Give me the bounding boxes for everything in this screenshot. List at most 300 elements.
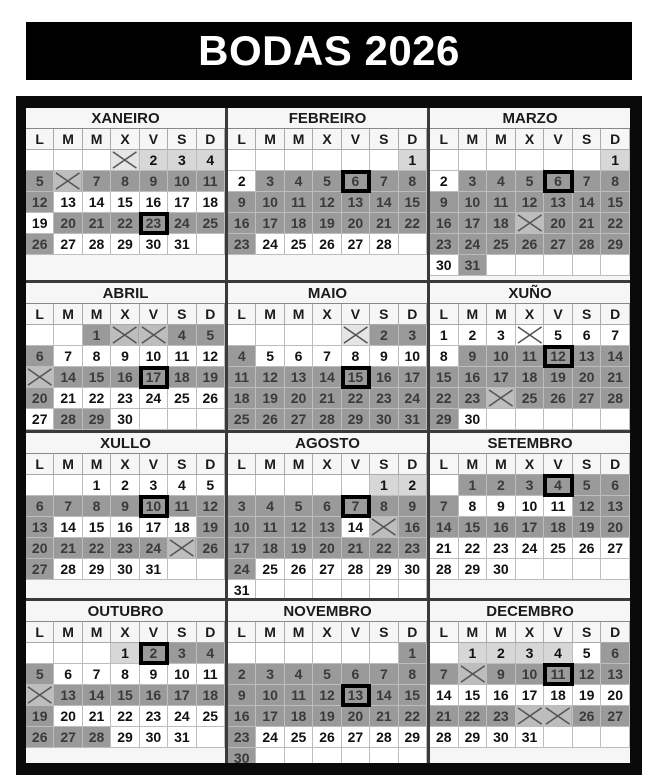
day-cell[interactable]: 23 <box>459 388 488 409</box>
day-cell[interactable]: 2 <box>111 475 139 496</box>
day-cell-highlighted[interactable]: 11 <box>544 664 573 685</box>
day-cell[interactable]: 22 <box>459 706 488 727</box>
day-cell[interactable]: 13 <box>342 192 370 213</box>
day-cell[interactable]: 6 <box>26 346 54 367</box>
day-cell[interactable]: 21 <box>370 213 398 234</box>
day-cell-holiday[interactable] <box>140 325 168 346</box>
day-cell[interactable]: 3 <box>516 475 545 496</box>
day-cell[interactable]: 15 <box>111 192 139 213</box>
day-cell[interactable]: 11 <box>197 171 225 192</box>
day-cell[interactable]: 6 <box>54 664 82 685</box>
day-cell[interactable]: 5 <box>256 346 284 367</box>
day-cell[interactable]: 3 <box>399 325 427 346</box>
day-cell[interactable]: 18 <box>544 517 573 538</box>
day-cell[interactable]: 27 <box>54 727 82 748</box>
day-cell[interactable]: 13 <box>54 192 82 213</box>
day-cell[interactable]: 3 <box>168 150 196 171</box>
day-cell[interactable]: 8 <box>370 496 398 517</box>
day-cell[interactable]: 8 <box>83 496 111 517</box>
day-cell[interactable]: 27 <box>54 234 82 255</box>
day-cell[interactable]: 25 <box>544 538 573 559</box>
day-cell[interactable]: 30 <box>487 727 516 748</box>
day-cell[interactable]: 23 <box>111 538 139 559</box>
day-cell[interactable]: 11 <box>285 192 313 213</box>
day-cell[interactable]: 14 <box>313 367 341 388</box>
day-cell[interactable]: 9 <box>430 192 459 213</box>
day-cell[interactable]: 28 <box>430 727 459 748</box>
day-cell[interactable]: 15 <box>430 367 459 388</box>
day-cell[interactable]: 22 <box>430 388 459 409</box>
day-cell[interactable]: 21 <box>342 538 370 559</box>
day-cell[interactable]: 1 <box>370 475 398 496</box>
day-cell[interactable]: 29 <box>459 559 488 580</box>
day-cell-holiday[interactable] <box>544 706 573 727</box>
day-cell[interactable]: 10 <box>140 346 168 367</box>
day-cell[interactable]: 5 <box>197 475 225 496</box>
day-cell[interactable]: 9 <box>487 664 516 685</box>
day-cell[interactable]: 30 <box>140 727 168 748</box>
day-cell-holiday[interactable] <box>370 517 398 538</box>
day-cell[interactable]: 26 <box>26 234 54 255</box>
day-cell[interactable]: 18 <box>256 538 284 559</box>
day-cell[interactable]: 26 <box>313 234 341 255</box>
day-cell[interactable]: 16 <box>459 367 488 388</box>
day-cell-highlighted[interactable]: 4 <box>544 475 573 496</box>
day-cell[interactable]: 3 <box>228 496 256 517</box>
day-cell[interactable]: 4 <box>256 496 284 517</box>
day-cell[interactable]: 10 <box>487 346 516 367</box>
day-cell[interactable]: 24 <box>256 234 284 255</box>
day-cell[interactable]: 2 <box>399 475 427 496</box>
day-cell[interactable]: 16 <box>370 367 398 388</box>
day-cell[interactable]: 4 <box>168 325 196 346</box>
day-cell[interactable]: 1 <box>601 150 630 171</box>
day-cell[interactable]: 10 <box>516 496 545 517</box>
day-cell[interactable]: 27 <box>342 727 370 748</box>
day-cell[interactable]: 26 <box>197 538 225 559</box>
day-cell[interactable]: 5 <box>26 664 54 685</box>
day-cell[interactable]: 22 <box>601 213 630 234</box>
day-cell[interactable]: 1 <box>399 643 427 664</box>
day-cell[interactable]: 5 <box>573 475 602 496</box>
day-cell-highlighted[interactable]: 23 <box>140 213 168 234</box>
day-cell[interactable]: 3 <box>487 325 516 346</box>
day-cell[interactable]: 24 <box>256 727 284 748</box>
day-cell[interactable]: 26 <box>573 538 602 559</box>
day-cell[interactable]: 19 <box>285 538 313 559</box>
day-cell[interactable]: 10 <box>459 192 488 213</box>
day-cell[interactable]: 22 <box>370 538 398 559</box>
day-cell[interactable]: 17 <box>516 685 545 706</box>
day-cell[interactable]: 19 <box>573 517 602 538</box>
day-cell[interactable]: 20 <box>26 538 54 559</box>
day-cell[interactable]: 16 <box>399 517 427 538</box>
day-cell[interactable]: 2 <box>140 150 168 171</box>
day-cell[interactable]: 31 <box>168 727 196 748</box>
day-cell[interactable]: 19 <box>313 706 341 727</box>
day-cell[interactable]: 19 <box>26 706 54 727</box>
day-cell[interactable]: 12 <box>573 496 602 517</box>
day-cell[interactable]: 21 <box>430 706 459 727</box>
day-cell[interactable]: 24 <box>140 388 168 409</box>
day-cell-holiday[interactable] <box>54 171 82 192</box>
day-cell[interactable]: 28 <box>601 388 630 409</box>
day-cell[interactable]: 28 <box>83 234 111 255</box>
day-cell[interactable]: 31 <box>140 559 168 580</box>
day-cell[interactable]: 24 <box>228 559 256 580</box>
day-cell[interactable]: 13 <box>573 346 602 367</box>
day-cell-highlighted[interactable]: 12 <box>544 346 573 367</box>
day-cell[interactable]: 9 <box>228 685 256 706</box>
day-cell[interactable]: 16 <box>430 213 459 234</box>
day-cell[interactable]: 21 <box>54 538 82 559</box>
day-cell[interactable]: 28 <box>370 234 398 255</box>
day-cell[interactable]: 27 <box>544 234 573 255</box>
day-cell[interactable]: 17 <box>487 367 516 388</box>
day-cell[interactable]: 17 <box>256 706 284 727</box>
day-cell[interactable]: 27 <box>601 706 630 727</box>
day-cell[interactable]: 29 <box>83 559 111 580</box>
day-cell[interactable]: 11 <box>516 346 545 367</box>
day-cell[interactable]: 30 <box>399 559 427 580</box>
day-cell[interactable]: 29 <box>111 234 139 255</box>
day-cell[interactable]: 8 <box>111 171 139 192</box>
day-cell[interactable]: 29 <box>342 409 370 430</box>
day-cell[interactable]: 30 <box>459 409 488 430</box>
day-cell[interactable]: 15 <box>83 367 111 388</box>
day-cell[interactable]: 24 <box>459 234 488 255</box>
day-cell[interactable]: 6 <box>573 325 602 346</box>
day-cell-holiday[interactable] <box>516 325 545 346</box>
day-cell[interactable]: 14 <box>430 517 459 538</box>
day-cell[interactable]: 12 <box>313 685 341 706</box>
day-cell[interactable]: 15 <box>399 685 427 706</box>
day-cell[interactable]: 8 <box>111 664 139 685</box>
day-cell[interactable]: 7 <box>601 325 630 346</box>
day-cell[interactable]: 5 <box>573 643 602 664</box>
day-cell[interactable]: 10 <box>168 664 196 685</box>
day-cell[interactable]: 2 <box>487 643 516 664</box>
day-cell[interactable]: 31 <box>228 580 256 598</box>
day-cell[interactable]: 17 <box>140 517 168 538</box>
day-cell[interactable]: 1 <box>430 325 459 346</box>
day-cell[interactable]: 27 <box>313 559 341 580</box>
day-cell[interactable]: 16 <box>111 517 139 538</box>
day-cell[interactable]: 25 <box>256 559 284 580</box>
day-cell[interactable]: 10 <box>516 664 545 685</box>
day-cell[interactable]: 17 <box>228 538 256 559</box>
day-cell[interactable]: 20 <box>342 706 370 727</box>
day-cell[interactable]: 5 <box>285 496 313 517</box>
day-cell[interactable]: 12 <box>256 367 284 388</box>
day-cell[interactable]: 26 <box>285 559 313 580</box>
day-cell[interactable]: 22 <box>83 538 111 559</box>
day-cell[interactable]: 23 <box>370 388 398 409</box>
day-cell[interactable]: 23 <box>487 706 516 727</box>
day-cell[interactable]: 17 <box>168 192 196 213</box>
day-cell[interactable]: 20 <box>601 685 630 706</box>
day-cell[interactable]: 15 <box>111 685 139 706</box>
day-cell[interactable]: 17 <box>256 213 284 234</box>
day-cell[interactable]: 18 <box>544 685 573 706</box>
day-cell[interactable]: 7 <box>430 664 459 685</box>
day-cell[interactable]: 11 <box>544 496 573 517</box>
day-cell[interactable]: 12 <box>285 517 313 538</box>
day-cell[interactable]: 11 <box>487 192 516 213</box>
day-cell[interactable]: 9 <box>140 171 168 192</box>
day-cell[interactable]: 22 <box>399 706 427 727</box>
day-cell[interactable]: 22 <box>342 388 370 409</box>
day-cell[interactable]: 31 <box>168 234 196 255</box>
day-cell[interactable]: 27 <box>342 234 370 255</box>
day-cell[interactable]: 29 <box>399 727 427 748</box>
day-cell[interactable]: 17 <box>516 517 545 538</box>
day-cell[interactable]: 1 <box>459 475 488 496</box>
day-cell[interactable]: 28 <box>54 409 82 430</box>
day-cell-holiday[interactable] <box>168 538 196 559</box>
day-cell[interactable]: 5 <box>516 171 545 192</box>
day-cell[interactable]: 19 <box>544 367 573 388</box>
day-cell[interactable]: 7 <box>370 171 398 192</box>
day-cell[interactable]: 22 <box>83 388 111 409</box>
day-cell[interactable]: 8 <box>399 664 427 685</box>
day-cell[interactable]: 16 <box>111 367 139 388</box>
day-cell[interactable]: 15 <box>399 192 427 213</box>
day-cell[interactable]: 24 <box>168 213 196 234</box>
day-cell[interactable]: 18 <box>285 706 313 727</box>
day-cell[interactable]: 14 <box>430 685 459 706</box>
day-cell[interactable]: 4 <box>197 643 225 664</box>
day-cell-highlighted[interactable]: 17 <box>140 367 168 388</box>
day-cell[interactable]: 18 <box>197 192 225 213</box>
day-cell-holiday[interactable] <box>111 150 139 171</box>
day-cell[interactable]: 8 <box>83 346 111 367</box>
day-cell[interactable]: 27 <box>285 409 313 430</box>
day-cell[interactable]: 9 <box>487 496 516 517</box>
day-cell-holiday[interactable] <box>111 325 139 346</box>
day-cell[interactable]: 16 <box>140 685 168 706</box>
day-cell[interactable]: 26 <box>313 727 341 748</box>
day-cell[interactable]: 9 <box>111 496 139 517</box>
day-cell[interactable]: 25 <box>168 388 196 409</box>
day-cell-holiday[interactable] <box>26 367 54 388</box>
day-cell[interactable]: 25 <box>516 388 545 409</box>
day-cell[interactable]: 3 <box>459 171 488 192</box>
day-cell[interactable]: 11 <box>285 685 313 706</box>
day-cell[interactable]: 4 <box>544 643 573 664</box>
day-cell[interactable]: 23 <box>111 388 139 409</box>
day-cell-highlighted[interactable]: 6 <box>342 171 370 192</box>
day-cell[interactable]: 7 <box>54 346 82 367</box>
day-cell[interactable]: 20 <box>573 367 602 388</box>
day-cell[interactable]: 3 <box>256 171 284 192</box>
day-cell[interactable]: 5 <box>197 325 225 346</box>
day-cell[interactable]: 15 <box>601 192 630 213</box>
day-cell[interactable]: 23 <box>430 234 459 255</box>
day-cell[interactable]: 22 <box>111 706 139 727</box>
day-cell[interactable]: 19 <box>197 517 225 538</box>
day-cell[interactable]: 26 <box>256 409 284 430</box>
day-cell[interactable]: 29 <box>370 559 398 580</box>
day-cell[interactable]: 24 <box>516 538 545 559</box>
day-cell[interactable]: 6 <box>342 664 370 685</box>
day-cell[interactable]: 28 <box>430 559 459 580</box>
day-cell[interactable]: 3 <box>256 664 284 685</box>
day-cell[interactable]: 20 <box>544 213 573 234</box>
day-cell[interactable]: 9 <box>228 192 256 213</box>
day-cell[interactable]: 15 <box>459 517 488 538</box>
day-cell-holiday[interactable] <box>487 388 516 409</box>
day-cell[interactable]: 25 <box>285 234 313 255</box>
day-cell[interactable]: 18 <box>197 685 225 706</box>
day-cell-highlighted[interactable]: 15 <box>342 367 370 388</box>
day-cell[interactable]: 29 <box>459 727 488 748</box>
day-cell[interactable]: 9 <box>370 346 398 367</box>
day-cell[interactable]: 11 <box>228 367 256 388</box>
day-cell[interactable]: 23 <box>140 706 168 727</box>
day-cell[interactable]: 8 <box>342 346 370 367</box>
day-cell[interactable]: 27 <box>26 409 54 430</box>
day-cell[interactable]: 3 <box>140 475 168 496</box>
day-cell[interactable]: 7 <box>83 664 111 685</box>
day-cell-holiday[interactable] <box>459 664 488 685</box>
day-cell[interactable]: 24 <box>168 706 196 727</box>
day-cell[interactable]: 22 <box>459 538 488 559</box>
day-cell[interactable]: 5 <box>313 664 341 685</box>
day-cell[interactable]: 23 <box>399 538 427 559</box>
day-cell[interactable]: 25 <box>228 409 256 430</box>
day-cell[interactable]: 8 <box>399 171 427 192</box>
day-cell[interactable]: 7 <box>430 496 459 517</box>
day-cell[interactable]: 30 <box>487 559 516 580</box>
day-cell[interactable]: 17 <box>168 685 196 706</box>
day-cell[interactable]: 24 <box>140 538 168 559</box>
day-cell[interactable]: 1 <box>459 643 488 664</box>
day-cell[interactable]: 10 <box>256 685 284 706</box>
day-cell[interactable]: 2 <box>430 171 459 192</box>
day-cell[interactable]: 14 <box>54 367 82 388</box>
day-cell[interactable]: 4 <box>168 475 196 496</box>
day-cell[interactable]: 12 <box>573 664 602 685</box>
day-cell[interactable]: 30 <box>140 234 168 255</box>
day-cell[interactable]: 26 <box>26 727 54 748</box>
day-cell[interactable]: 13 <box>285 367 313 388</box>
day-cell-highlighted[interactable]: 6 <box>544 171 573 192</box>
day-cell[interactable]: 28 <box>83 727 111 748</box>
day-cell[interactable]: 2 <box>459 325 488 346</box>
day-cell[interactable]: 24 <box>399 388 427 409</box>
day-cell-highlighted[interactable]: 7 <box>342 496 370 517</box>
day-cell[interactable]: 7 <box>313 346 341 367</box>
day-cell[interactable]: 7 <box>54 496 82 517</box>
day-cell[interactable]: 28 <box>342 559 370 580</box>
day-cell[interactable]: 2 <box>228 171 256 192</box>
day-cell[interactable]: 15 <box>459 685 488 706</box>
day-cell[interactable]: 28 <box>313 409 341 430</box>
day-cell[interactable]: 15 <box>83 517 111 538</box>
day-cell[interactable]: 28 <box>370 727 398 748</box>
day-cell[interactable]: 10 <box>256 192 284 213</box>
day-cell-holiday[interactable] <box>342 325 370 346</box>
day-cell[interactable]: 9 <box>399 496 427 517</box>
day-cell[interactable]: 26 <box>516 234 545 255</box>
day-cell[interactable]: 16 <box>140 192 168 213</box>
day-cell[interactable]: 16 <box>487 685 516 706</box>
day-cell[interactable]: 11 <box>256 517 284 538</box>
day-cell[interactable]: 12 <box>516 192 545 213</box>
day-cell[interactable]: 8 <box>430 346 459 367</box>
day-cell[interactable]: 10 <box>228 517 256 538</box>
day-cell[interactable]: 19 <box>573 685 602 706</box>
day-cell[interactable]: 2 <box>487 475 516 496</box>
day-cell[interactable]: 1 <box>83 325 111 346</box>
day-cell[interactable]: 18 <box>516 367 545 388</box>
day-cell[interactable]: 14 <box>54 517 82 538</box>
day-cell[interactable]: 18 <box>228 388 256 409</box>
day-cell-highlighted[interactable]: 10 <box>140 496 168 517</box>
day-cell[interactable]: 4 <box>228 346 256 367</box>
day-cell[interactable]: 10 <box>168 171 196 192</box>
day-cell[interactable]: 18 <box>168 367 196 388</box>
day-cell[interactable]: 3 <box>516 643 545 664</box>
day-cell[interactable]: 4 <box>285 171 313 192</box>
day-cell[interactable]: 7 <box>370 664 398 685</box>
day-cell[interactable]: 9 <box>459 346 488 367</box>
day-cell-highlighted[interactable]: 13 <box>342 685 370 706</box>
day-cell[interactable]: 30 <box>228 748 256 763</box>
day-cell[interactable]: 17 <box>459 213 488 234</box>
day-cell[interactable]: 12 <box>197 346 225 367</box>
day-cell[interactable]: 6 <box>285 346 313 367</box>
day-cell[interactable]: 16 <box>487 517 516 538</box>
day-cell[interactable]: 26 <box>197 388 225 409</box>
day-cell[interactable]: 29 <box>430 409 459 430</box>
day-cell[interactable]: 11 <box>168 496 196 517</box>
day-cell[interactable]: 7 <box>83 171 111 192</box>
day-cell[interactable]: 27 <box>26 559 54 580</box>
day-cell-holiday[interactable] <box>516 706 545 727</box>
day-cell[interactable]: 5 <box>544 325 573 346</box>
day-cell[interactable]: 13 <box>601 664 630 685</box>
day-cell[interactable]: 13 <box>313 517 341 538</box>
day-cell[interactable]: 11 <box>197 664 225 685</box>
day-cell[interactable]: 30 <box>430 255 459 276</box>
day-cell[interactable]: 9 <box>140 664 168 685</box>
day-cell[interactable]: 9 <box>111 346 139 367</box>
day-cell[interactable]: 20 <box>54 706 82 727</box>
day-cell[interactable]: 6 <box>26 496 54 517</box>
day-cell[interactable]: 29 <box>601 234 630 255</box>
day-cell[interactable]: 22 <box>399 213 427 234</box>
day-cell[interactable]: 25 <box>285 727 313 748</box>
day-cell[interactable]: 2 <box>370 325 398 346</box>
day-cell[interactable]: 19 <box>256 388 284 409</box>
day-cell[interactable]: 22 <box>111 213 139 234</box>
day-cell-highlighted[interactable]: 2 <box>140 643 168 664</box>
day-cell[interactable]: 21 <box>601 367 630 388</box>
day-cell[interactable]: 20 <box>601 517 630 538</box>
day-cell[interactable]: 6 <box>313 496 341 517</box>
day-cell[interactable]: 20 <box>285 388 313 409</box>
day-cell[interactable]: 1 <box>399 150 427 171</box>
day-cell[interactable]: 19 <box>26 213 54 234</box>
day-cell[interactable]: 13 <box>544 192 573 213</box>
day-cell[interactable]: 12 <box>313 192 341 213</box>
day-cell[interactable]: 31 <box>459 255 488 276</box>
day-cell[interactable]: 23 <box>228 234 256 255</box>
day-cell[interactable]: 14 <box>342 517 370 538</box>
day-cell[interactable]: 20 <box>54 213 82 234</box>
